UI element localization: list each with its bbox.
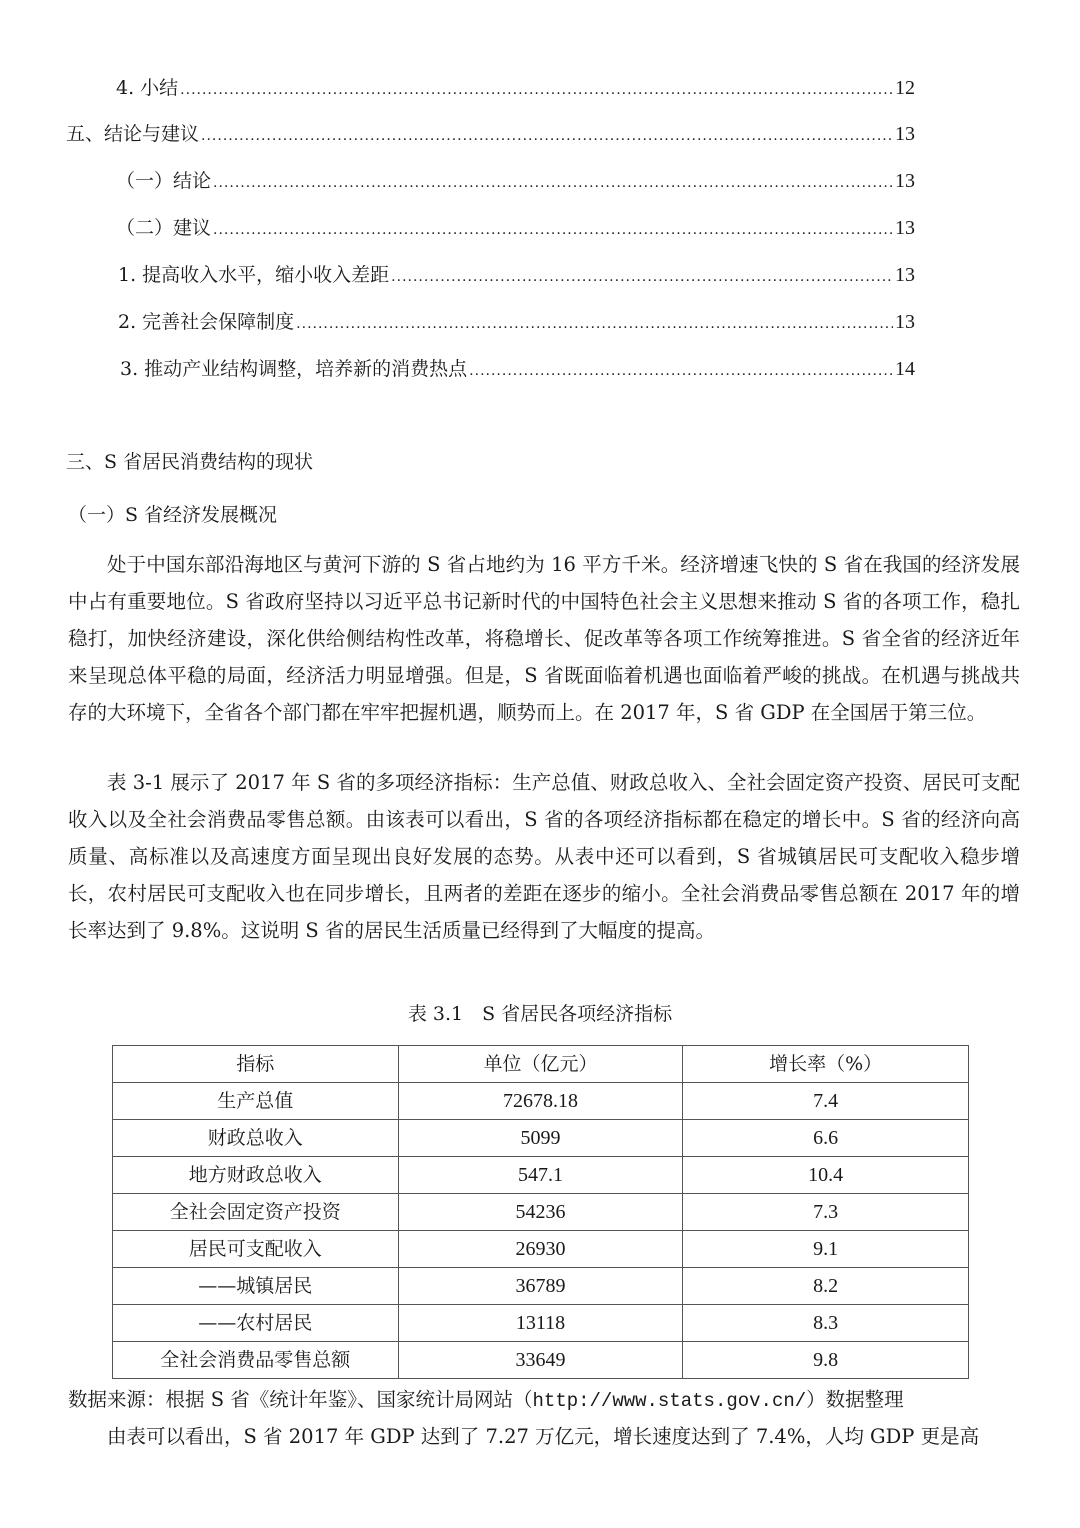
toc-entry-label: 3. 推动产业结构调整，培养新的消费热点 (120, 358, 468, 380)
toc-entry[interactable] (116, 74, 915, 102)
column-header-indicator: 指标 (113, 1046, 399, 1083)
toc-entry-label: 五、结论与建议 (66, 123, 200, 145)
cell-indicator: ——城镇居民 (113, 1268, 399, 1305)
closing-paragraph: 由表可以看出，S 省 2017 年 GDP 达到了 7.27 万亿元，增长速度达到了 7.4%，人均 GDP 更是高 (107, 1425, 980, 1448)
toc-entry[interactable] (116, 167, 915, 195)
cell-value: 54236 (398, 1194, 683, 1231)
cell-indicator: 居民可支配收入 (113, 1231, 399, 1268)
data-source-note (68, 1385, 904, 1416)
toc-page-number: 12 (895, 77, 915, 99)
body-paragraph-2: 表 3-1 展示了 2017 年 S 省的多项经济指标：生产总值、财政总收入、全社会固定资产投资、居民可支配收入以及全社会消费品零售总额。由该表可以看出，S 省的各项经济指标都在稳定的增长中。S 省的经济向高质量、高标准以及高速度方面呈现出良好发展的态势。从表中还可以看到，S 省城镇居民可支配收入稳步增长，农村居民可支配收入也在同步增长，且两者的差距在逐步的缩小。全社会消费品零售总额在 2017 年的增长率达到了 9.8%。这说明 S 省的居民生活质量已经得到了大幅度的提高。 (68, 771, 1020, 942)
cell-value: 547.1 (398, 1157, 683, 1194)
toc-page-number: 13 (895, 170, 915, 192)
table-row (113, 1268, 969, 1305)
toc-page-number: 13 (895, 264, 915, 286)
table-row (113, 1342, 969, 1379)
cell-value: 33649 (398, 1342, 683, 1379)
toc-entry[interactable] (118, 308, 915, 336)
table-row (113, 1157, 969, 1194)
source-suffix: ）数据整理 (806, 1388, 904, 1411)
toc-leader-dots (213, 216, 893, 244)
toc-page-number: 14 (895, 358, 915, 380)
table-row (113, 1194, 969, 1231)
column-header-unit: 单位（亿元） (398, 1046, 683, 1083)
table-row (113, 1305, 969, 1342)
table-row (113, 1120, 969, 1157)
cell-indicator: 全社会固定资产投资 (113, 1194, 399, 1231)
economic-indicators-table (112, 1045, 969, 1379)
cell-growth-rate: 9.1 (683, 1231, 969, 1268)
table-row (113, 1083, 969, 1120)
cell-indicator: 全社会消费品零售总额 (113, 1342, 399, 1379)
cell-growth-rate: 7.3 (683, 1194, 969, 1231)
cell-indicator: 地方财政总收入 (113, 1157, 399, 1194)
cell-growth-rate: 7.4 (683, 1083, 969, 1120)
toc-leader-dots (213, 169, 893, 197)
toc-leader-dots (296, 310, 893, 338)
toc-leader-dots (469, 357, 893, 385)
toc-page-number: 13 (895, 123, 915, 145)
toc-entry[interactable] (116, 214, 915, 242)
toc-entry-label: （一）结论 (116, 170, 212, 192)
toc-leader-dots (201, 122, 893, 150)
cell-indicator: ——农村居民 (113, 1305, 399, 1342)
cell-growth-rate: 10.4 (683, 1157, 969, 1194)
table-caption: 表 3.1 S 省居民各项经济指标 (407, 1003, 673, 1025)
toc-page-number: 13 (895, 217, 915, 239)
source-url: http://www.stats.gov.cn/ (532, 1390, 807, 1412)
cell-indicator: 生产总值 (113, 1083, 399, 1120)
toc-entry[interactable] (120, 355, 915, 383)
cell-value: 36789 (398, 1268, 683, 1305)
cell-growth-rate: 9.8 (683, 1342, 969, 1379)
table-header-row (113, 1046, 969, 1083)
cell-indicator: 财政总收入 (113, 1120, 399, 1157)
toc-leader-dots (391, 263, 893, 291)
toc-leader-dots (180, 76, 893, 104)
subsection-heading: （一）S 省经济发展概况 (68, 504, 278, 526)
cell-growth-rate: 6.6 (683, 1120, 969, 1157)
cell-value: 13118 (398, 1305, 683, 1342)
cell-value: 26930 (398, 1231, 683, 1268)
source-prefix: 数据来源：根据 S 省《统计年鉴》、国家统计局网站（ (68, 1388, 533, 1411)
toc-entry-label: （二）建议 (116, 217, 212, 239)
toc-entry[interactable] (66, 120, 915, 148)
cell-growth-rate: 8.2 (683, 1268, 969, 1305)
toc-entry-label: 1. 提高收入水平，缩小收入差距 (118, 264, 390, 286)
column-header-growth: 增长率（%） (683, 1046, 969, 1083)
toc-entry-label: 4. 小结 (116, 77, 179, 99)
cell-growth-rate: 8.3 (683, 1305, 969, 1342)
toc-page-number: 13 (895, 311, 915, 333)
table-row (113, 1231, 969, 1268)
cell-value: 5099 (398, 1120, 683, 1157)
toc-entry[interactable] (118, 261, 915, 289)
section-heading: 三、S 省居民消费结构的现状 (66, 451, 314, 473)
toc-entry-label: 2. 完善社会保障制度 (118, 311, 295, 333)
cell-value: 72678.18 (398, 1083, 683, 1120)
body-paragraph-1: 处于中国东部沿海地区与黄河下游的 S 省占地约为 16 平方千米。经济增速飞快的 S 省在我国的经济发展中占有重要地位。S 省政府坚持以习近平总书记新时代的中国特色社会主义思想来推动 S 省的各项工作，稳扎稳打，加快经济建设，深化供给侧结构性改革，将稳增长、促改革等各项工作统筹推进。S 省全省的经济近年来呈现总体平稳的局面，经济活力明显增强。但是，S 省既面临着机遇也面临着严峻的挑战。在机遇与挑战共存的大环境下，全省各个部门都在牢牢把握机遇，顺势而上。在 2017 年，S 省 GDP 在全国居于第三位。 (68, 553, 1020, 724)
